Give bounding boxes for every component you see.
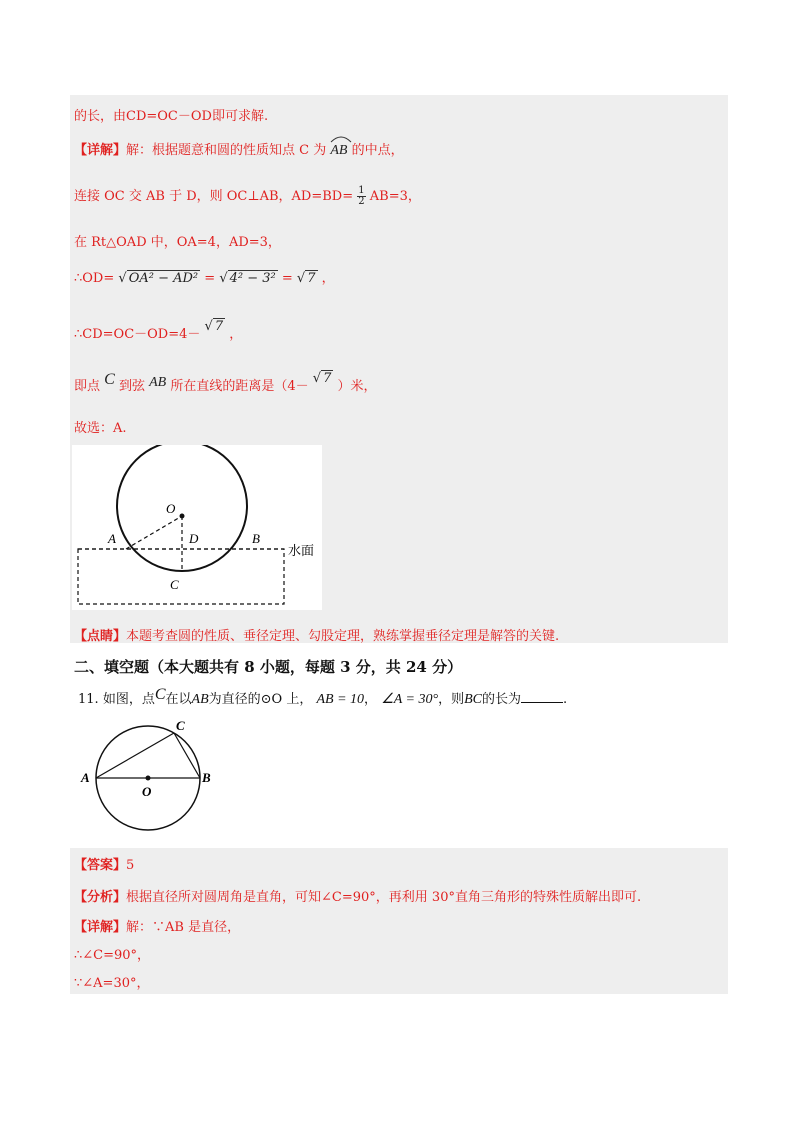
label-o: O: [166, 501, 176, 516]
sqrt-expr-4: √ 7: [204, 319, 224, 334]
arc-ab: AB: [330, 143, 347, 159]
solution-line-1: 的长，由CD=OC－OD即可求解.: [74, 109, 269, 124]
label-b: B: [202, 770, 211, 785]
sqrt-expr-3: √ 7: [296, 271, 316, 286]
section-heading: 二、填空题（本大题共有 8 小题，每题 3 分，共 24 分）: [74, 658, 463, 676]
label-c: C: [170, 577, 179, 592]
label-a: A: [81, 770, 90, 785]
chord-ac: [96, 733, 174, 778]
arc-icon: [330, 135, 352, 143]
label-a: A: [108, 531, 116, 546]
step-line-2: ∵∠A=30°，: [74, 976, 150, 991]
solution-line-5: ∴OD= √ OA² − AD² = √ 4² − 3² = √ 7 ，: [74, 271, 335, 286]
sqrt-expr-2: √ 4² − 3²: [219, 271, 276, 286]
solution-line-9: 【点睛】本题考查圆的性质、垂径定理、勾股定理，熟练掌握垂径定理是解答的关键.: [74, 629, 560, 644]
solution-line-7: 即点 C 到弦 AB 所在直线的距离是（4－ √ 7 ）米，: [74, 371, 377, 394]
inscribed-triangle-diagram: [78, 716, 228, 840]
sqrt-expr-1: √ OA² − AD²: [118, 271, 199, 286]
question-11-figure: [78, 716, 228, 840]
label-water-surface: 水面: [288, 544, 315, 559]
comment-tag: 【点睛】: [74, 629, 127, 644]
label-c: C: [176, 718, 185, 733]
answer-line: 【答案】5: [74, 858, 135, 873]
detail-line: 【详解】解：∵AB 是直径，: [74, 920, 241, 935]
label-o: O: [142, 784, 152, 799]
fraction-one-half: $\frac{1}{2}$: [358, 185, 365, 207]
solution-block-11: [70, 848, 728, 994]
detail-tag: 【详解】: [74, 920, 127, 935]
label-b: B: [252, 531, 260, 546]
question-11: 11. 如图，点C在以AB为直径的⊙O 上， AB = 10， ∠A = 30°，则BC的长为 .: [78, 686, 568, 707]
chord-cb: [174, 733, 200, 778]
solution-line-8: 故选：A.: [74, 421, 127, 436]
center-point: [180, 514, 185, 519]
water-box: [78, 549, 284, 604]
water-circle-figure: [72, 445, 322, 610]
solution-line-2: 【详解】解：根据题意和圆的性质知点 C 为 AB 的中点，: [74, 139, 404, 159]
answer-blank: [521, 690, 563, 703]
water-circle-diagram: [72, 445, 322, 610]
detail-tag: 【详解】: [74, 143, 127, 158]
solution-line-4: 在 Rt△OAD 中，OA=4，AD=3，: [74, 235, 281, 250]
analysis-tag: 【分析】: [74, 890, 127, 905]
solution-line-3: 连接 OC 交 AB 于 D，则 OC⊥AB，AD=BD= $\frac{1}{2}$ AB=3，: [74, 185, 421, 207]
center-point: [146, 776, 151, 781]
analysis-line: 【分析】根据直径所对圆周角是直角，可知∠C=90°，再利用 30°直角三角形的特殊性质解出即可.: [74, 890, 642, 905]
sqrt-expr-5: √ 7: [312, 371, 332, 386]
solution-line-6: ∴CD=OC－OD=4－ √ 7 ，: [74, 319, 243, 342]
step-line-1: ∴∠C=90°，: [74, 948, 151, 963]
answer-tag: 【答案】: [74, 858, 127, 873]
label-d: D: [189, 531, 199, 546]
segment-oa: [126, 516, 182, 549]
solution-block-10: [70, 95, 728, 643]
